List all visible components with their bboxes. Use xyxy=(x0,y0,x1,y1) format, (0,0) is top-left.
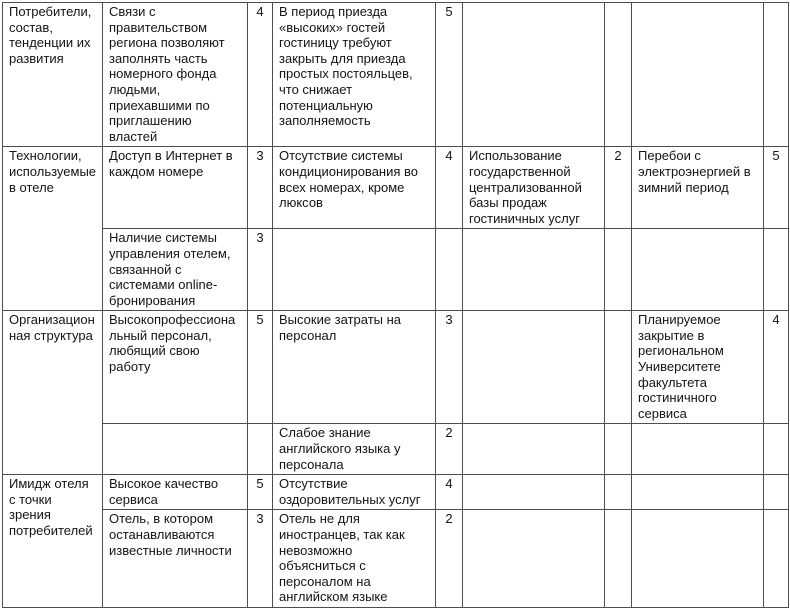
opportunity-cell xyxy=(463,3,605,147)
table-row xyxy=(3,475,789,510)
threat-cell xyxy=(632,475,764,510)
opportunity-cell xyxy=(463,424,605,475)
threat-score-cell xyxy=(764,424,789,475)
strength-score-cell: 3 xyxy=(248,147,273,229)
opportunity-score-cell xyxy=(605,475,632,510)
weakness-cell xyxy=(273,229,436,311)
strength-cell: Отель, в котором останавливаются известные личности xyxy=(103,510,248,608)
opportunity-cell xyxy=(463,475,605,510)
strength-cell: Доступ в Интернет в каждом номере xyxy=(103,147,248,229)
strength-score-cell: 3 xyxy=(248,510,273,608)
strength-cell xyxy=(103,424,248,475)
opportunity-cell: Использование государственной централизованной базы продаж гостиничных услуг xyxy=(463,147,605,229)
weakness-cell: Отель не для иностранцев, так как невозможно объясниться с персоналом на английском языке xyxy=(273,510,436,608)
table-row xyxy=(3,510,789,608)
threat-cell xyxy=(632,3,764,147)
opportunity-score-cell xyxy=(605,510,632,608)
opportunity-cell xyxy=(463,229,605,311)
threat-score-cell xyxy=(764,229,789,311)
category-cell: Потребители, состав, тенденции их развития xyxy=(3,3,103,147)
threat-score-cell: 4 xyxy=(764,311,789,424)
weakness-score-cell: 3 xyxy=(436,311,463,424)
table-row xyxy=(3,311,789,424)
table-row xyxy=(3,3,789,147)
weakness-score-cell: 4 xyxy=(436,147,463,229)
weakness-score-cell: 4 xyxy=(436,475,463,510)
threat-cell xyxy=(632,229,764,311)
weakness-score-cell: 2 xyxy=(436,510,463,608)
weakness-score-cell xyxy=(436,229,463,311)
opportunity-score-cell xyxy=(605,229,632,311)
opportunity-score-cell xyxy=(605,3,632,147)
opportunity-score-cell xyxy=(605,311,632,424)
threat-score-cell: 5 xyxy=(764,147,789,229)
opportunity-cell xyxy=(463,311,605,424)
weakness-cell: Отсутствие системы кондиционирования во всех номерах, кроме люксов xyxy=(273,147,436,229)
strength-score-cell: 4 xyxy=(248,3,273,147)
threat-cell: Планируемое закрытие в региональном Университете факультета гостиничного сервиса xyxy=(632,311,764,424)
weakness-cell: Высокие затраты на персонал xyxy=(273,311,436,424)
weakness-score-cell: 2 xyxy=(436,424,463,475)
strength-cell: Высокопрофессиональный персонал, любящий свою работу xyxy=(103,311,248,424)
strength-score-cell: 5 xyxy=(248,475,273,510)
table-row xyxy=(3,147,789,229)
strength-cell: Высокое качество сервиса xyxy=(103,475,248,510)
strength-cell: Наличие системы управления отелем, связанной с системами online-бронирования xyxy=(103,229,248,311)
weakness-cell: В период приезда «высоких» гостей гостиницу требуют закрыть для приезда простых постояльцев, что снижает потенциальную заполняемость xyxy=(273,3,436,147)
weakness-cell: Отсутствие оздоровительных услуг xyxy=(273,475,436,510)
swot-analysis-table xyxy=(2,2,789,608)
category-cell: Организационная структура xyxy=(3,311,103,475)
threat-score-cell xyxy=(764,475,789,510)
threat-cell: Перебои с электроэнергией в зимний период xyxy=(632,147,764,229)
table-row xyxy=(3,424,789,475)
threat-score-cell xyxy=(764,3,789,147)
threat-score-cell xyxy=(764,510,789,608)
weakness-cell: Слабое знание английского языка у персонала xyxy=(273,424,436,475)
category-cell: Технологии, используемые в отеле xyxy=(3,147,103,311)
strength-score-cell: 3 xyxy=(248,229,273,311)
threat-cell xyxy=(632,510,764,608)
strength-score-cell xyxy=(248,424,273,475)
opportunity-score-cell: 2 xyxy=(605,147,632,229)
table-row xyxy=(3,229,789,311)
opportunity-score-cell xyxy=(605,424,632,475)
threat-cell xyxy=(632,424,764,475)
opportunity-cell xyxy=(463,510,605,608)
strength-cell: Связи с правительством региона позволяют заполнять часть номерного фонда людьми, приехавшими по приглашению властей xyxy=(103,3,248,147)
strength-score-cell: 5 xyxy=(248,311,273,424)
category-cell: Имидж отеля с точки зрения потребителей xyxy=(3,475,103,608)
weakness-score-cell: 5 xyxy=(436,3,463,147)
